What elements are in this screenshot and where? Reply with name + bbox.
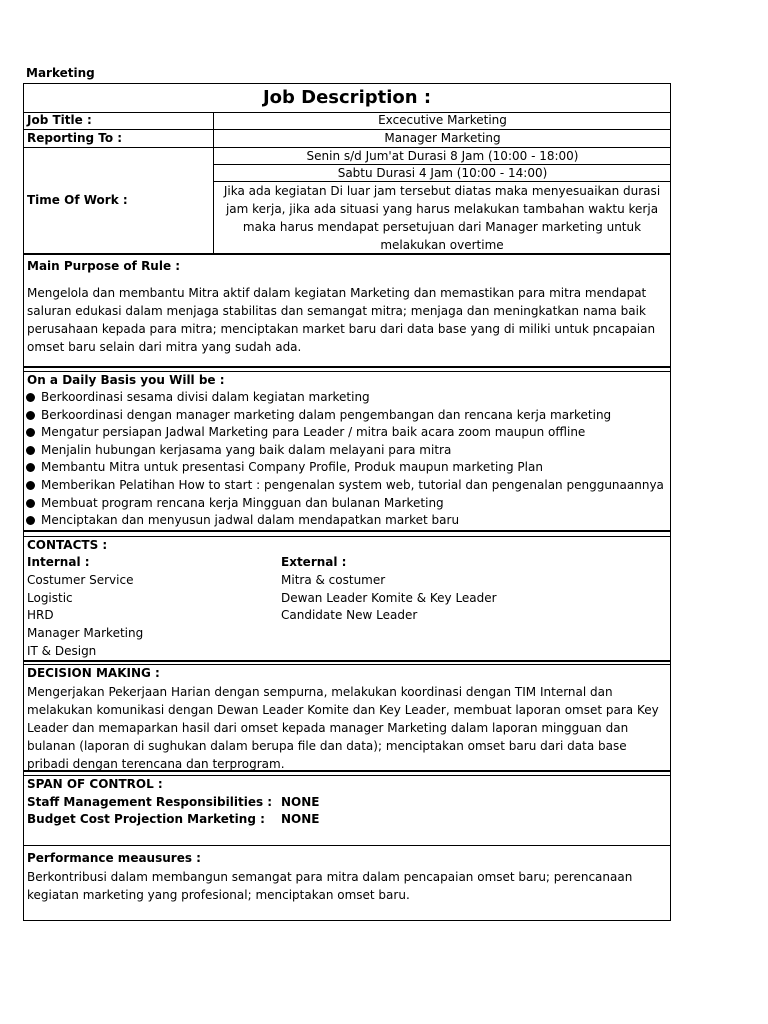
time-of-work-label: Time Of Work : — [27, 193, 128, 207]
list-item: Manager Marketing — [27, 626, 144, 641]
job-title-value: Excecutive Marketing — [378, 113, 507, 127]
reporting-to-label: Reporting To : — [27, 131, 123, 145]
section-divider — [24, 845, 670, 846]
external-contacts — [281, 554, 497, 625]
bullet-icon — [26, 393, 35, 402]
staff-management-label: Staff Management Responsibilities : — [27, 795, 273, 809]
performance-text: Berkontribusi dalam membangun semangat para mitra dalam pencapaian omset baru; perencanaan kegiatan marketing yang profesional; menciptakan omset baru. — [27, 870, 633, 902]
reporting-to-value: Manager Marketing — [384, 131, 501, 145]
job-title-label: Job Title : — [27, 113, 92, 127]
decision-making-label: DECISION MAKING : — [27, 666, 160, 680]
section-divider — [24, 366, 670, 368]
decision-making-text: Mengerjakan Pekerjaan Harian dengan sempurna, melakukan koordinasi dengan TIM Internal dan melakukan komunikasi dengan Dewan Leader Komite dan Key Leader, membuat laporan omset para Key Leader dan memaparkan hasil dari omset kepada manager Marketing dalam laporan mingguan dan bulanan (laporan di sughukan dalam berupa file dan data); menciptakan omset baru dari data base pribadi dengan terencana dan terprogram. — [27, 685, 659, 771]
time-of-work-weekday: Senin s/d Jum'at Durasi 8 Jam (10:00 - 18:00) — [306, 149, 579, 163]
bullet-icon — [26, 411, 35, 420]
list-item: Berkoordinasi dengan manager marketing dalam pengembangan dan rencana kerja marketing — [24, 407, 670, 425]
list-item: Membuat program rencana kerja Mingguan dan bulanan Marketing — [24, 495, 670, 513]
list-item: Logistic — [27, 590, 73, 605]
list-item: Dewan Leader Komite & Key Leader — [281, 590, 497, 605]
list-item: Costumer Service — [27, 572, 134, 587]
bullet-icon — [26, 428, 35, 437]
list-item: Mengatur persiapan Jadwal Marketing para Leader / mitra baik acara zoom maupun offline — [24, 424, 670, 442]
budget-cost-value: NONE — [281, 812, 320, 826]
performance-label: Performance meausures : — [27, 851, 201, 865]
list-item: Membantu Mitra untuk presentasi Company Profile, Produk maupun marketing Plan — [24, 459, 670, 477]
span-of-control-label: SPAN OF CONTROL : — [27, 777, 163, 791]
daily-basis-label: On a Daily Basis you Will be : — [27, 373, 225, 387]
list-item: IT & Design — [27, 643, 97, 658]
section-divider — [24, 253, 670, 255]
page-title: Job Description : — [262, 87, 432, 108]
list-item: Memberikan Pelatihan How to start : pengenalan system web, tutorial dan pengenalan penggunaannya — [24, 477, 670, 495]
bullet-icon — [26, 446, 35, 455]
main-purpose-label: Main Purpose of Rule : — [27, 259, 181, 273]
list-item: HRD — [27, 608, 54, 623]
list-item: Berkoordinasi sesama divisi dalam kegiatan marketing — [24, 389, 670, 407]
list-item: Menjalin hubungan kerjasama yang baik dalam melayani para mitra — [24, 442, 670, 460]
section-divider — [24, 530, 670, 532]
budget-cost-label: Budget Cost Projection Marketing : — [27, 812, 265, 826]
list-item: Menciptakan dan menyusun jadwal dalam mendapatkan market baru — [24, 512, 670, 530]
department-label: Marketing — [26, 66, 95, 80]
daily-tasks-list — [24, 389, 670, 530]
time-of-work-note: Jika ada kegiatan Di luar jam tersebut diatas maka menyesuaikan durasi jam kerja, jika ada situasi yang harus melakukan tambahan waktu kerja maka harus mendapat persetujuan dari Manager marketing untuk melakukan overtime — [223, 184, 661, 252]
section-divider — [24, 660, 670, 662]
external-contacts-label: External : — [281, 555, 347, 569]
section-divider — [24, 770, 670, 772]
list-item: Mitra & costumer — [281, 572, 386, 587]
staff-management-value: NONE — [281, 795, 320, 809]
bullet-icon — [26, 463, 35, 472]
contacts-label: CONTACTS : — [27, 538, 108, 552]
bullet-icon — [26, 516, 35, 525]
column-divider — [213, 112, 214, 254]
list-item: Candidate New Leader — [281, 608, 418, 623]
bullet-icon — [26, 499, 35, 508]
main-purpose-text: Mengelola dan membantu Mitra aktif dalam kegiatan Marketing dan memastikan para mitra mendapat saluran edukasi dalam menjaga stabilitas dan semangat mitra; menjaga dan meningkatkan nama baik perusahaan kepada para mitra; menciptakan market baru dari data base yang di miliki untuk pncapaian omset baru selain dari mitra yang sudah ada. — [27, 286, 656, 354]
internal-contacts — [27, 554, 143, 661]
section-divider — [24, 536, 670, 537]
bullet-icon — [26, 481, 35, 490]
internal-contacts-label: Internal : — [27, 555, 90, 569]
time-of-work-saturday: Sabtu Durasi 4 Jam (10:00 - 14:00) — [337, 166, 548, 180]
